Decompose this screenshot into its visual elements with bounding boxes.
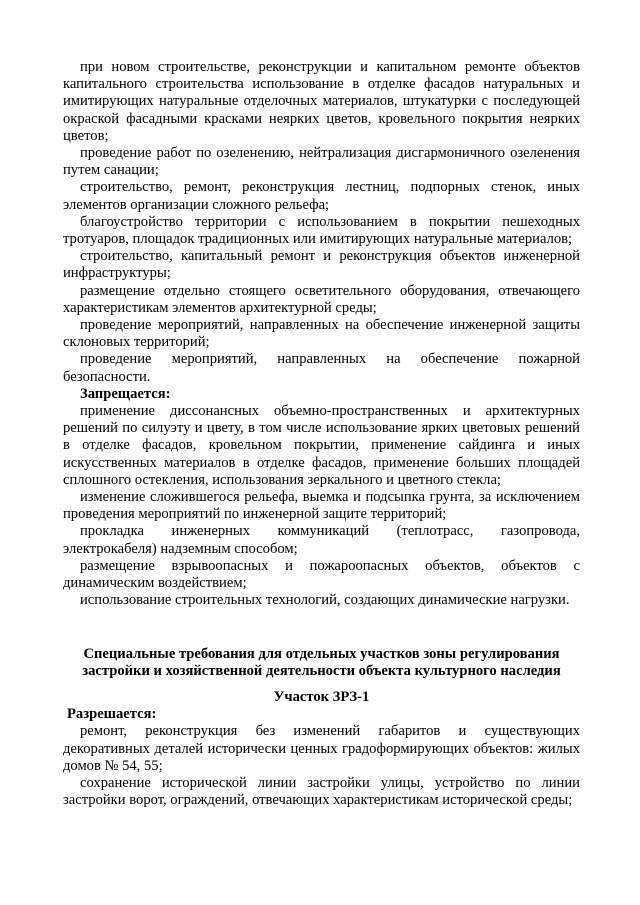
paragraph-greening: проведение работ по озеленению, нейтрализация дисгармоничного озеленения путем санации; [63,145,580,179]
paragraph-infrastructure: строительство, капитальный ремонт и реконструкция объектов инженерной инфраструктуры; [63,248,580,282]
paragraph-overhead-utilities: прокладка инженерных коммуникаций (теплотрасс, газопровода, электрокабеля) надземным способом; [63,523,580,557]
paragraph-building-line: сохранение исторической линии застройки улицы, устройство по линии застройки ворот, ограждений, отвечающих характеристикам исторической среды; [63,774,580,809]
paragraph-slope-protection: проведение мероприятий, направленных на обеспечение инженерной защиты склоновых территорий; [63,317,580,351]
paragraph-dissonant-solutions: применение диссонансных объемно-пространственных и архитектурных решений по силуэту и цвету, в том числе использование ярких цветовых решений в отделке фасадов, кровельном покрытии, применение сайдинга и иных искусственных материалов в отделке фасадов, применение больших площадей сплошного остекления, использования зеркального и цветного стекла; [63,403,580,488]
section-title: Специальные требования для отдельных участков зоны регулирования застройки и хозяйственной деятельности объекта культурного наследия [82,645,561,679]
paragraph-landscaping: благоустройство территории с использованием в покрытии пешеходных тротуаров, площадок традиционных или имитирующих натуральные материалов; [63,213,580,248]
paragraph-hazardous-objects: размещение взрывоопасных и пожароопасных объектов, объектов с динамическим воздействием; [63,557,580,592]
paragraph-facade-finishing: при новом строительстве, реконструкции и капитальном ремонте объектов капитального строительства использование в отделке фасадов натуральных и имитирующих натуральные отделочных материалов, штукатурки с последующей окраской фасадными красками неярких цветов, кровельного покрытия неярких цветов; [63,59,580,144]
paragraph-relief-change: изменение сложившегося рельефа, выемка и подсыпка грунта, за исключением проведения мероприятий по инженерной защите территорий; [63,489,580,523]
paragraph-repair-houses: ремонт, реконструкция без изменений габаритов и существующих декоративных деталей исторически ценных градоформирующих объектов: жилых домов № 54, 55; [63,723,580,774]
allowed-heading: Разрешается: [67,706,157,723]
prohibited-heading: Запрещается: [80,385,171,402]
paragraph-lighting: размещение отдельно стоящего осветительного оборудования, отвечающего характеристикам элементов архитектурной среды; [63,282,580,316]
paragraph-dynamic-loads: использование строительных технологий, создающих динамические нагрузки. [80,592,570,609]
section-subtitle: Участок ЗРЗ-1 [273,688,370,705]
paragraph-stairs-walls: строительство, ремонт, реконструкция лестниц, подпорных стенок, иных элементов организации сложного рельефа; [63,179,580,213]
paragraph-fire-safety: проведение мероприятий, направленных на обеспечение пожарной безопасности. [63,351,580,385]
